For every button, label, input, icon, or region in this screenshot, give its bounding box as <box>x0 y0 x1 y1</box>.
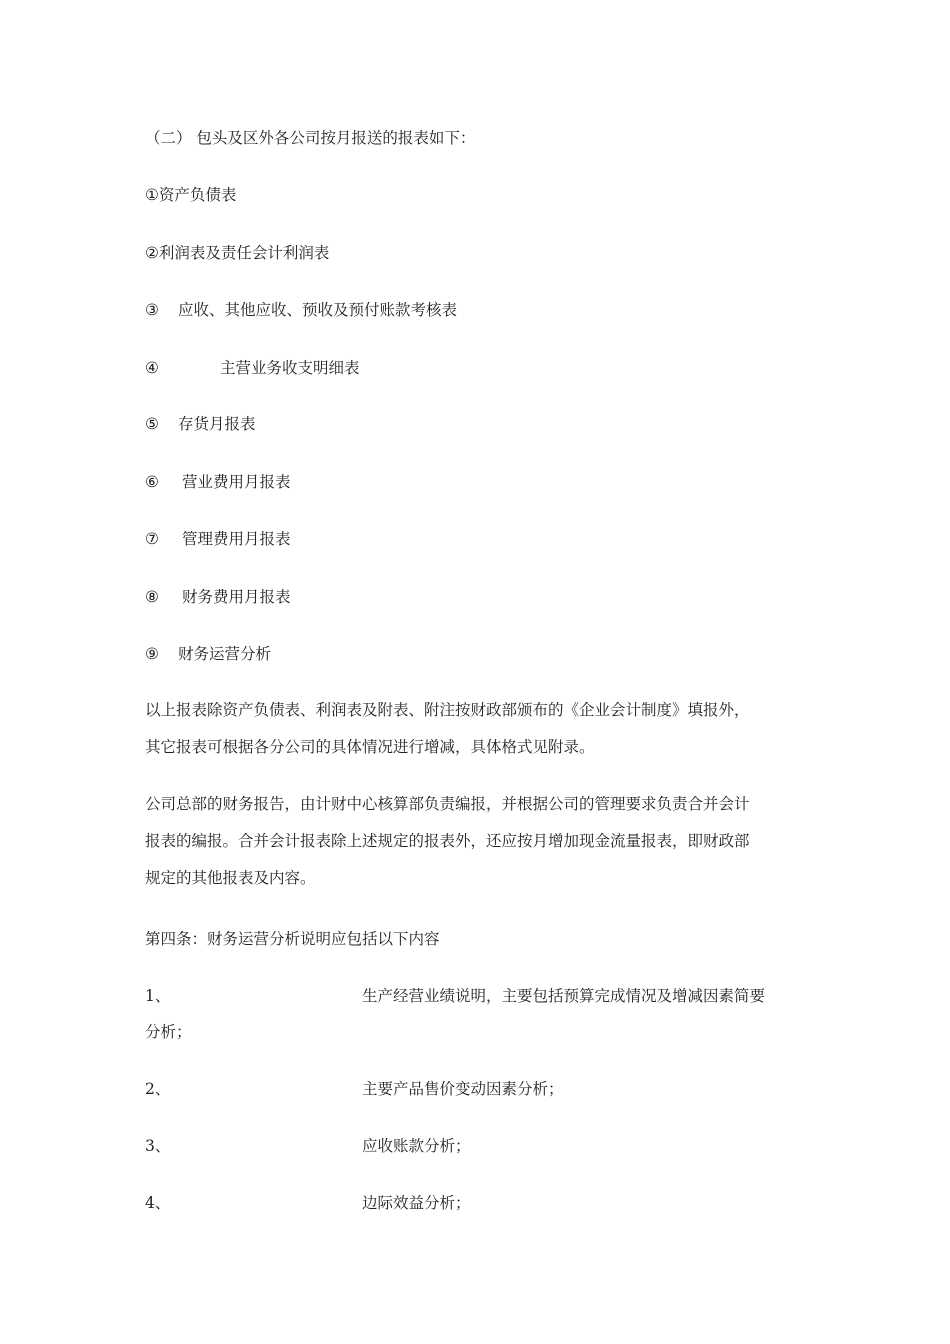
report-item-7 <box>145 529 291 549</box>
report-item-number: ⑨ <box>145 645 159 663</box>
report-item-number: ② <box>145 244 159 262</box>
reports-note-paragraph <box>145 692 810 766</box>
paragraph-line: 以上报表除资产负债表、利润表及附表、附注按财政部颁布的《企业会计制度》填报外， <box>145 701 750 719</box>
article-heading: 第四条：财务运营分析说明应包括以下内容 <box>145 930 440 948</box>
report-item-number: ① <box>145 186 159 204</box>
paragraph-line: 规定的其他报表及内容。 <box>145 869 316 887</box>
report-item-number: ⑤ <box>145 415 159 433</box>
report-item-number: ④ <box>145 359 159 377</box>
report-item-1 <box>145 185 236 205</box>
analysis-item-label: 生产经营业绩说明，主要包括预算完成情况及增减因素简要 <box>362 987 766 1005</box>
report-item-label: 主营业务收支明细表 <box>220 359 360 377</box>
analysis-item-label: 边际效益分析； <box>362 1194 471 1212</box>
report-item-label: 营业费用月报表 <box>182 473 291 491</box>
analysis-item-label: 应收账款分析； <box>362 1137 471 1155</box>
report-item-label: 资产负债表 <box>158 186 237 204</box>
report-item-9 <box>145 644 271 664</box>
report-item-label: 应收、其他应收、预收及预付账款考核表 <box>178 301 458 319</box>
paragraph-line: 报表的编报。合并会计报表除上述规定的报表外，还应按月增加现金流量报表，即财政部 <box>145 832 750 850</box>
report-item-5 <box>145 414 256 434</box>
report-item-number: ⑧ <box>145 588 159 606</box>
report-item-3 <box>145 300 457 320</box>
report-item-number: ⑥ <box>145 473 159 491</box>
report-item-label: 财务运营分析 <box>178 645 272 663</box>
section-heading: （二） 包头及区外各公司按月报送的报表如下： <box>145 129 476 147</box>
report-item-label: 财务费用月报表 <box>182 588 291 606</box>
report-item-label: 利润表及责任会计利润表 <box>158 244 330 262</box>
report-item-label: 存货月报表 <box>178 415 256 433</box>
paragraph-line: 其它报表可根据各分公司的具体情况进行增减，具体格式见附录。 <box>145 738 595 756</box>
analysis-item-continuation: 分析； <box>145 1023 192 1041</box>
analysis-item-number: 4、 <box>145 1194 171 1212</box>
report-item-number: ③ <box>145 301 159 319</box>
paragraph-line: 公司总部的财务报告，由计财中心核算部负责编报，并根据公司的管理要求负责合并会计 <box>145 795 750 813</box>
report-item-6 <box>145 472 291 492</box>
report-item-label: 管理费用月报表 <box>182 530 291 548</box>
analysis-item-label: 主要产品售价变动因素分析； <box>362 1080 564 1098</box>
analysis-item-number: 1、 <box>145 987 171 1005</box>
analysis-item-number: 2、 <box>145 1080 171 1098</box>
report-item-number: ⑦ <box>145 530 159 548</box>
analysis-item-number: 3、 <box>145 1137 171 1155</box>
report-item-2 <box>145 243 329 263</box>
headquarters-report-paragraph <box>145 786 810 897</box>
report-item-8 <box>145 587 291 607</box>
report-item-4 <box>145 358 360 378</box>
